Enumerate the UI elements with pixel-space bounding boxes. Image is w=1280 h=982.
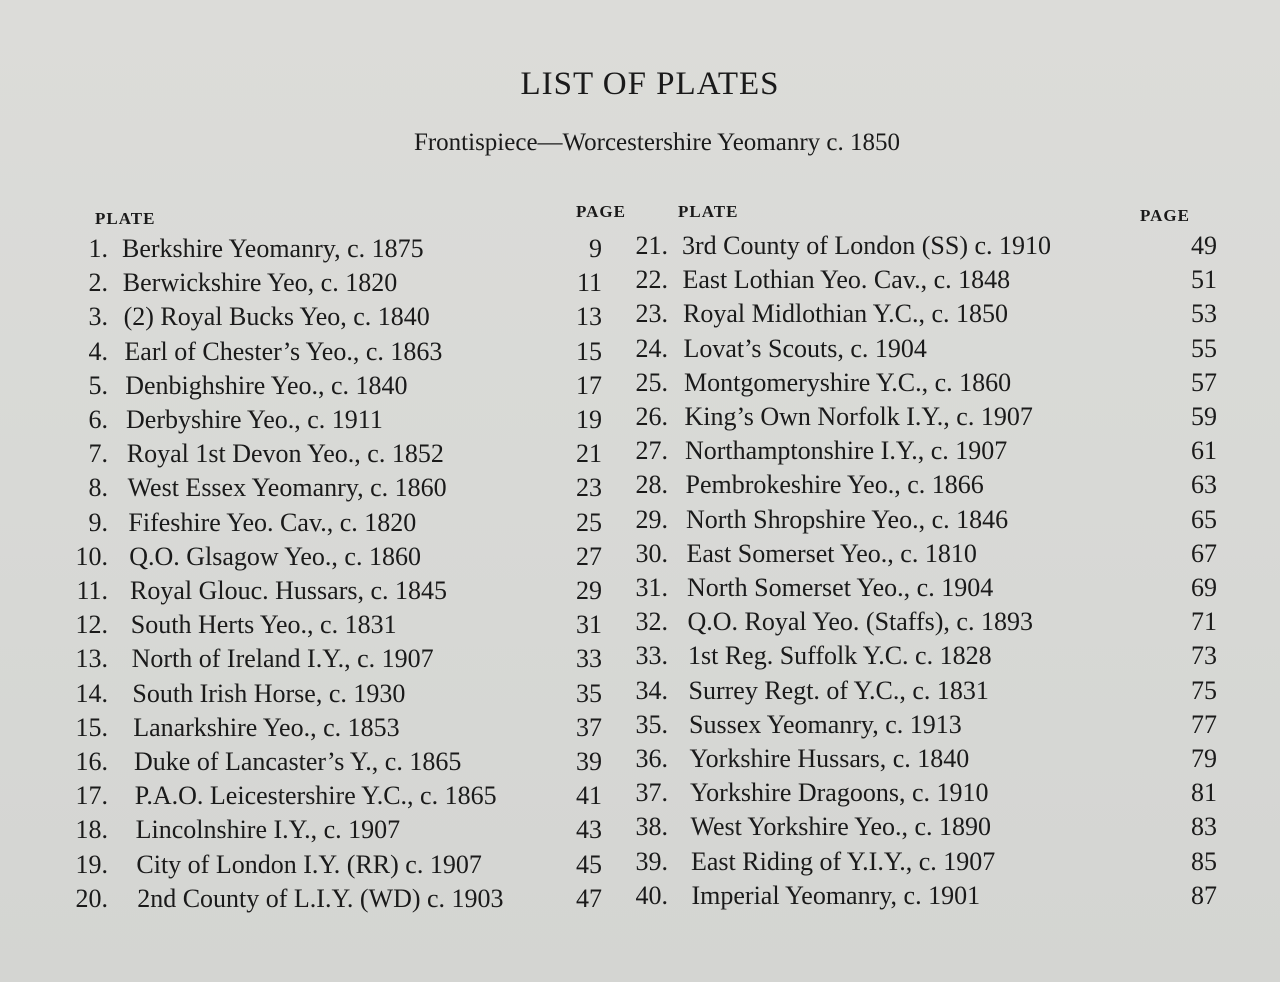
plate-page-number: 45 [576, 849, 602, 879]
plate-title: East Somerset Yeo., c. 1810 [686, 538, 977, 568]
plate-entry [62, 439, 662, 473]
plate-entry [62, 576, 662, 610]
plate-page-number: 79 [1191, 744, 1217, 773]
plate-entry [622, 265, 1222, 299]
left-page-header: PAGE [576, 202, 626, 221]
plate-title: Lanarkshire Yeo., c. 1853 [133, 712, 400, 742]
plate-entry [622, 744, 1222, 778]
plate-number: 20. [75, 883, 108, 913]
plate-page-number: 81 [1191, 778, 1217, 808]
plate-title: Imperial Yeomanry, c. 1901 [691, 880, 981, 910]
plate-page-number: 85 [1191, 846, 1217, 876]
plate-title: Northamptonshire I.Y., c. 1907 [685, 436, 1008, 466]
plate-number: 8. [88, 473, 108, 503]
plate-entry [622, 368, 1222, 402]
plate-number: 9. [88, 507, 108, 537]
plate-title: Berwickshire Yeo, c. 1820 [122, 268, 398, 298]
plate-title: Surrey Regt. of Y.C., c. 1831 [688, 675, 989, 705]
plate-number: 33. [635, 641, 668, 671]
plate-page-number: 47 [576, 883, 602, 913]
plate-number: 35. [635, 709, 668, 739]
plate-entry [62, 302, 662, 336]
plate-entry [62, 473, 662, 507]
plate-number: 7. [88, 439, 108, 469]
plate-entry [62, 747, 662, 781]
plate-entry [622, 539, 1222, 573]
plate-number: 39. [635, 846, 668, 876]
plate-title: Derbyshire Yeo., c. 1911 [126, 405, 383, 434]
plate-page-number: 63 [1191, 470, 1217, 500]
plate-entry [62, 268, 662, 302]
plate-title: Berkshire Yeomanry, c. 1875 [122, 234, 424, 263]
plate-entry [62, 508, 662, 542]
plate-page-number: 51 [1191, 265, 1217, 295]
plate-entry [622, 334, 1222, 368]
plate-title: 1st Reg. Suffolk Y.C. c. 1828 [688, 641, 992, 671]
plate-number: 2. [88, 268, 108, 298]
plate-number: 5. [88, 370, 108, 400]
plate-page-number: 53 [1191, 299, 1217, 329]
plate-entry [62, 371, 662, 405]
plate-title: Pembrokeshire Yeo., c. 1866 [685, 470, 984, 500]
plate-page-number: 31 [576, 610, 602, 640]
plate-number: 17. [75, 781, 108, 811]
plate-entry [622, 299, 1222, 333]
plate-page-number: 11 [576, 268, 602, 298]
plate-number: 1. [88, 234, 108, 263]
plate-title: Yorkshire Dragoons, c. 1910 [690, 778, 989, 808]
plate-title: Royal Midlothian Y.C., c. 1850 [683, 299, 1008, 329]
plate-entry [62, 542, 662, 576]
plate-page-number: 69 [1191, 573, 1217, 602]
plate-number: 3. [88, 302, 108, 332]
plate-entry [622, 231, 1222, 265]
plate-number: 12. [75, 610, 108, 640]
plate-title: East Lothian Yeo. Cav., c. 1848 [682, 265, 1011, 295]
plate-number: 32. [635, 607, 668, 637]
plate-entry [622, 470, 1222, 504]
plate-number: 22. [635, 265, 668, 295]
plate-number: 11. [76, 576, 108, 605]
plate-number: 19. [75, 849, 108, 879]
plate-entry [62, 610, 662, 644]
plate-number: 28. [635, 470, 668, 500]
plate-title: King’s Own Norfolk I.Y., c. 1907 [684, 402, 1033, 431]
plate-page-number: 61 [1191, 436, 1217, 466]
plates-list-left [62, 234, 652, 934]
plate-page-number: 17 [576, 370, 602, 400]
plate-title: Lovat’s Scouts, c. 1904 [683, 333, 927, 363]
left-plate-header: PLATE [95, 209, 156, 228]
plate-page-number: 41 [576, 781, 602, 811]
plate-entry [622, 778, 1222, 812]
plate-number: 10. [75, 541, 108, 571]
plate-entry [62, 713, 662, 747]
plate-title: 2nd County of L.I.Y. (WD) c. 1903 [137, 883, 504, 913]
plate-title: Q.O. Glsagow Yeo., c. 1860 [129, 541, 421, 571]
plate-page-number: 21 [576, 439, 602, 469]
plate-entry [62, 405, 662, 439]
plate-entry [622, 402, 1222, 436]
plate-number: 34. [635, 675, 668, 705]
plate-page-number: 71 [1191, 607, 1217, 637]
plate-title: Royal Glouc. Hussars, c. 1845 [130, 576, 448, 605]
plate-entry [62, 781, 662, 815]
plate-page-number: 77 [1191, 709, 1217, 739]
plate-page-number: 15 [576, 336, 602, 366]
plate-title: Montgomeryshire Y.C., c. 1860 [684, 367, 1012, 397]
plate-title: South Irish Horse, c. 1930 [132, 678, 406, 708]
plate-page-number: 35 [576, 678, 602, 708]
plate-number: 30. [635, 538, 668, 568]
plate-title: P.A.O. Leicestershire Y.C., c. 1865 [134, 781, 497, 811]
plate-page-number: 67 [1191, 538, 1217, 568]
plate-page-number: 29 [576, 576, 602, 605]
plate-title: West Essex Yeomanry, c. 1860 [127, 473, 447, 503]
plate-page-number: 75 [1191, 675, 1217, 705]
plate-title: Earl of Chester’s Yeo., c. 1863 [124, 336, 443, 366]
plate-number: 4. [88, 336, 108, 366]
right-page-header: PAGE [1140, 206, 1190, 225]
plate-title: Q.O. Royal Yeo. (Staffs), c. 1893 [687, 607, 1033, 637]
plate-number: 26. [635, 402, 668, 431]
plate-page-number: 59 [1191, 402, 1217, 431]
plate-number: 36. [635, 744, 668, 773]
plate-entry [622, 710, 1222, 744]
plate-page-number: 87 [1191, 880, 1217, 910]
plate-entry [622, 812, 1222, 846]
plate-page-number: 9 [589, 234, 602, 263]
plate-number: 27. [635, 436, 668, 466]
plate-title: South Herts Yeo., c. 1831 [130, 610, 397, 640]
plate-page-number: 19 [576, 405, 602, 434]
right-plate-header: PLATE [678, 202, 739, 221]
plate-page-number: 25 [576, 507, 602, 537]
plate-page-number: 83 [1191, 812, 1217, 842]
plate-title: West Yorkshire Yeo., c. 1890 [690, 812, 992, 842]
plate-title: Fifeshire Yeo. Cav., c. 1820 [128, 507, 417, 537]
plate-page-number: 33 [576, 644, 602, 674]
plate-entry [622, 573, 1222, 607]
plate-number: 23. [635, 299, 668, 329]
plate-title: Royal 1st Devon Yeo., c. 1852 [126, 439, 444, 469]
plate-number: 31. [635, 573, 668, 602]
plate-title: 3rd County of London (SS) c. 1910 [682, 231, 1052, 260]
plate-number: 6. [88, 405, 108, 434]
plate-entry [622, 607, 1222, 641]
plate-entry [622, 436, 1222, 470]
plate-entry [62, 850, 662, 884]
plate-entry [62, 337, 662, 371]
plate-number: 15. [75, 712, 108, 742]
plate-page-number: 13 [576, 302, 602, 332]
plate-title: Sussex Yeomanry, c. 1913 [689, 709, 962, 739]
plate-entry [62, 815, 662, 849]
plate-entry [622, 641, 1222, 675]
plate-entry [62, 679, 662, 713]
plate-number: 18. [75, 815, 108, 845]
plate-number: 40. [635, 880, 668, 910]
plate-entry [62, 884, 662, 918]
frontispiece-line: Frontispiece—Worcestershire Yeomanry c. 1850 [413, 129, 901, 156]
plates-list-right [622, 231, 1222, 931]
plate-title: East Riding of Y.I.Y., c. 1907 [691, 846, 996, 876]
plate-title: (2) Royal Bucks Yeo, c. 1840 [123, 302, 430, 332]
plate-title: Duke of Lancaster’s Y., c. 1865 [134, 747, 462, 776]
plate-title: North Shropshire Yeo., c. 1846 [686, 504, 1009, 534]
plate-number: 37. [635, 778, 668, 808]
plate-title: North Somerset Yeo., c. 1904 [687, 573, 994, 602]
plate-page-number: 49 [1191, 231, 1217, 260]
plate-entry [622, 847, 1222, 881]
plate-entry [622, 881, 1222, 915]
plate-page-number: 37 [576, 712, 602, 742]
plate-entry [62, 234, 662, 268]
plate-number: 25. [635, 367, 668, 397]
plate-page-number: 57 [1191, 367, 1217, 397]
plate-number: 24. [635, 333, 668, 363]
page-title: LIST OF PLATES [520, 66, 780, 102]
plate-page-number: 23 [576, 473, 602, 503]
plate-entry [622, 676, 1222, 710]
plate-number: 16. [75, 747, 108, 776]
plate-title: North of Ireland I.Y., c. 1907 [131, 644, 434, 674]
plate-number: 29. [635, 504, 668, 534]
plate-number: 13. [75, 644, 108, 674]
plate-page-number: 39 [576, 747, 602, 776]
plate-page-number: 27 [576, 541, 602, 571]
plate-title: Lincolnshire I.Y., c. 1907 [135, 815, 401, 845]
plate-title: Yorkshire Hussars, c. 1840 [689, 744, 970, 773]
plate-number: 14. [75, 678, 108, 708]
plate-entry [622, 505, 1222, 539]
plate-title: City of London I.Y. (RR) c. 1907 [136, 849, 482, 879]
plate-number: 21. [635, 231, 668, 260]
plate-page-number: 55 [1191, 333, 1217, 363]
plate-page-number: 65 [1191, 504, 1217, 534]
plate-title: Denbighshire Yeo., c. 1840 [125, 370, 408, 400]
plate-entry [62, 644, 662, 678]
plate-number: 38. [635, 812, 668, 842]
plate-page-number: 73 [1191, 641, 1217, 671]
plate-page-number: 43 [576, 815, 602, 845]
